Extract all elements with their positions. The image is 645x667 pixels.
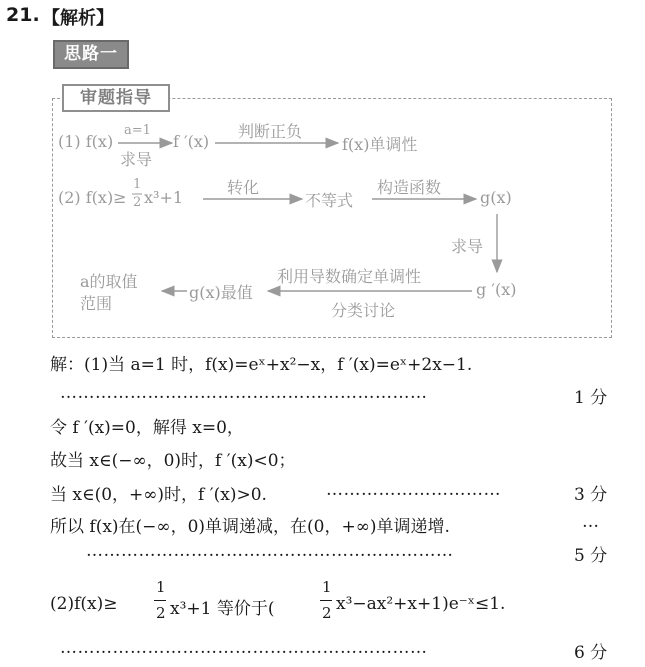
dot-leader-6: ………………………………………………………: [60, 638, 428, 658]
row2-frac-num: 1: [133, 177, 142, 192]
row2-arrow2-label: 构造函数: [377, 178, 442, 197]
part2-frac2-den: 2: [322, 604, 332, 622]
solution-line-4: 故当 x∈(−∞，0)时，f ′(x)<0；: [50, 451, 296, 471]
part2-frac-num: 1: [156, 578, 166, 596]
row2-start: (2) f(x)≥: [58, 188, 127, 207]
solution-line-6: 所以 f(x)在(−∞，0)单调递减，在(0，+∞)单调递增.: [50, 517, 450, 537]
part2-frac-den: 2: [156, 604, 166, 622]
row1-cond-bottom: 求导: [120, 150, 153, 169]
dot-leader-cont: …: [582, 512, 600, 532]
row1-cond-top: a=1: [124, 123, 151, 138]
part2-after: x³+1 等价于(: [170, 599, 275, 619]
row3-start-line2: 范围: [80, 294, 113, 313]
part2-frac2-bar: [320, 600, 332, 601]
row1-start: (1) f(x): [58, 132, 114, 151]
row1-mid: f ′(x): [173, 132, 210, 151]
solution-line-1: 解：(1)当 a=1 时，f(x)=eˣ+x²−x，f ′(x)=eˣ+2x−1.: [50, 355, 473, 375]
row2-mid: 不等式: [305, 191, 354, 210]
row3-arrow-bottom-label: 分类讨论: [331, 301, 396, 320]
score-5: 5 分: [574, 546, 608, 566]
score-1: 1 分: [574, 388, 608, 408]
solution-line-5: 当 x∈(0，+∞)时，f ′(x)>0.: [50, 485, 267, 505]
score-6: 6 分: [574, 643, 608, 663]
row3-arrow-top-label: 利用导数确定单调性: [277, 267, 422, 286]
part2-after2: x³−ax²+x+1)e⁻ˣ≤1.: [336, 594, 506, 614]
row1-arrow-label: 判断正负: [238, 122, 303, 141]
dot-leader-1: ………………………………………………………: [60, 383, 428, 403]
row2-arrow1-label: 转化: [227, 178, 260, 197]
part2-frac2-num: 1: [322, 578, 332, 596]
approach-tag: 思路一: [53, 40, 129, 69]
row3-start-line1: a的取值: [80, 272, 138, 291]
row3-mid: g(x)最值: [189, 283, 253, 302]
question-number: 21.: [6, 4, 40, 26]
part2-frac-bar: [154, 600, 166, 601]
analysis-heading: 【解析】: [42, 8, 114, 29]
solution-line-3: 令 f ′(x)=0，解得 x=0，: [50, 418, 244, 438]
guide-title: 审题指导: [62, 84, 170, 112]
row2-after-frac: x³+1: [144, 188, 184, 207]
row1-end: f(x)单调性: [342, 135, 418, 154]
down-label: 求导: [451, 237, 484, 256]
part2-start: (2)f(x)≥: [50, 594, 118, 614]
dot-leader-3: …………………………: [326, 480, 501, 500]
row2-end: g(x): [480, 188, 512, 207]
score-3: 3 分: [574, 485, 608, 505]
dot-leader-5: ………………………………………………………: [86, 541, 454, 561]
row2-frac-den: 2: [133, 195, 142, 210]
row3-end: g ′(x): [476, 280, 517, 299]
